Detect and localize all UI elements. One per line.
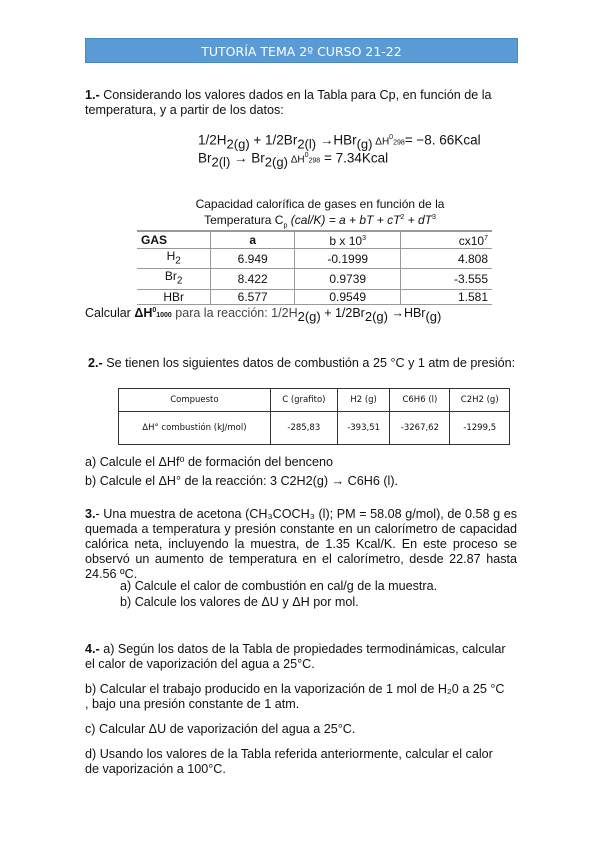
caption-text: Temperatura C [204,213,284,227]
eq-term: →HBr [316,132,357,148]
question-3 [85,507,517,582]
caption-sup: 2 [400,214,405,221]
question-3-parts [120,579,437,610]
part-d: d) Usando los valores de la Tabla referida anteriormente, calcular el calor de vaporización a 100°C. [85,747,493,776]
cp-table [137,230,492,305]
equation-2 [198,146,388,173]
eq-dh: ΔH [287,154,305,166]
a-cell: 6.949 [211,249,295,269]
eq-value: = −8. 66Kcal [404,132,481,148]
eq-term: 1/2H [198,132,227,148]
question-number: 2.- [88,356,103,370]
part-b: b) Calcular el trabajo producido en la vaporización de 1 mol de H₂0 a 25 °C , bajo una presión constante de 1 atm. [85,682,505,711]
question-text: - Una muestra de acetona (CH₃COCH₃ (l); PM = 58.08 g/mol), de 0.58 g es quemada a temperatura y presión constante en un calorímetro de capacidad calórica neta, incluyendo la muestra, de 1.35 Kcal/K. En este proceso se observó un aumento de temperatura en el calorímetro, desde 22.87 hasta 24.56 ºC. [85,507,517,581]
a-cell: 8.422 [211,269,295,289]
gas-sub: 2 [175,255,181,267]
calc-sub: 2(g) [297,309,321,324]
eq-term: + 1/2Br [249,132,298,148]
caption-formula: + dT [404,213,432,227]
caption-formula: (cal/K) = a + bT + cT [287,213,401,227]
question-text: Considerando los valores dados en la Tabla para Cp, en función de la temperatura, y a partir de los datos: [85,88,492,117]
header-text: b x 10 [329,234,363,248]
header-sup: 7 [484,235,488,242]
value-cell: -3267,62 [390,412,450,445]
eq-sub: 298 [393,139,405,147]
eq-sup: 0 [304,152,309,159]
question-2 [88,356,518,371]
value-cell: -393,51 [337,412,390,445]
eq-term: Br [198,150,212,166]
b-cell: 0.9549 [294,289,400,304]
header-cell: a [211,231,295,249]
eq-sub: 298 [308,157,321,165]
header-banner: TUTORÍA TEMA 2º CURSO 21-22 [85,38,518,63]
calc-sub: 1000 [156,312,172,319]
eq-sup: 0 [389,134,394,141]
header-sup: 3 [362,235,366,242]
part-b: b) Calcule el ΔH° de la reacción: 3 C2H2(g) → C6H6 (l). [85,474,399,488]
question-2-parts [85,455,398,489]
calc-sub: (g) [425,309,442,324]
calc-text: Calcular [85,306,135,320]
table-row [137,249,492,269]
table-header-row [119,389,510,412]
gas-name: H [166,249,176,263]
header-cell: C6H6 (l) [390,389,450,412]
caption-sup: 3 [432,214,436,221]
eq-sub: 2(g) [264,154,288,170]
calc-text: + 1/2Br [320,306,365,320]
eq-sub: 2(l) [297,136,317,152]
header-cell [401,231,492,249]
eq-sub: (g) [356,136,373,152]
header-text: cx10 [458,234,485,248]
part-a: a) Calcule el ΔHf⁰ de formación del benceno [85,455,333,469]
eq-sub: 2(l) [211,154,231,170]
question-4 [85,642,510,777]
gas-name: HBr [163,289,185,304]
gas-name: Br [164,269,177,284]
question-text: Se tienen los siguientes datos de combustión a 25 °C y 1 atm de presión: [102,356,516,370]
gas-cell [137,249,211,269]
header-cell: GAS [137,231,211,249]
b-cell: 0.9739 [294,269,400,289]
header-cell: Compuesto [119,389,271,412]
table-row [137,269,492,289]
table-row [119,412,510,445]
c-cell: 4.808 [401,249,492,269]
question-number: 1.- [85,88,100,102]
eq-sub: 2(g) [226,136,250,152]
question-number: 3. [85,507,96,521]
header-cell: C (grafito) [270,389,337,412]
table-header-row [137,231,492,249]
eq-value: = 7.34Kcal [320,150,389,166]
calculate-line [85,306,441,324]
calc-dh: ΔH [134,306,153,320]
caption-line: Capacidad calorífica de gases en función de la [195,197,445,211]
question-number: 4.- [85,642,100,656]
part-a: a) Según los datos de la Tabla de propiedades termodinámicas, calcular el calor de vaporización del agua a 25°C. [85,642,506,671]
header-cell: H2 (g) [337,389,390,412]
b-cell: -0.1999 [294,249,400,269]
gas-cell [137,269,211,289]
value-cell: -285,83 [270,412,337,445]
part-a: a) Calcule el calor de combustión en cal/g de la muestra. [120,579,438,593]
table-caption [150,197,490,233]
value-cell: -1299,5 [450,412,510,445]
c-cell: -3.555 [401,269,492,289]
combustion-table [118,388,510,445]
caption-sub: p [283,222,288,230]
header-cell: C2H2 (g) [450,389,510,412]
eq-term: → Br [230,150,265,166]
gas-cell [137,289,211,304]
part-c: c) Calcular ΔU de vaporización del agua a 25°C. [85,722,356,736]
calc-text: →HBr [387,306,426,320]
c-cell: 1.581 [401,289,492,304]
eq-dh: ΔH [372,136,390,148]
gas-sub: 2 [176,275,183,287]
row-label: ΔH° combustión (kJ/mol) [119,412,271,445]
calc-sup: 0 [152,306,157,314]
table-row [137,289,492,304]
question-1 [85,88,505,118]
header-cell [294,231,400,249]
calc-sub: 2(g) [364,309,388,324]
calc-text: para la reacción: 1/2H [171,306,298,320]
a-cell: 6.577 [211,289,295,304]
part-b: b) Calcule los valores de ΔU y ΔH por mol. [120,595,359,609]
